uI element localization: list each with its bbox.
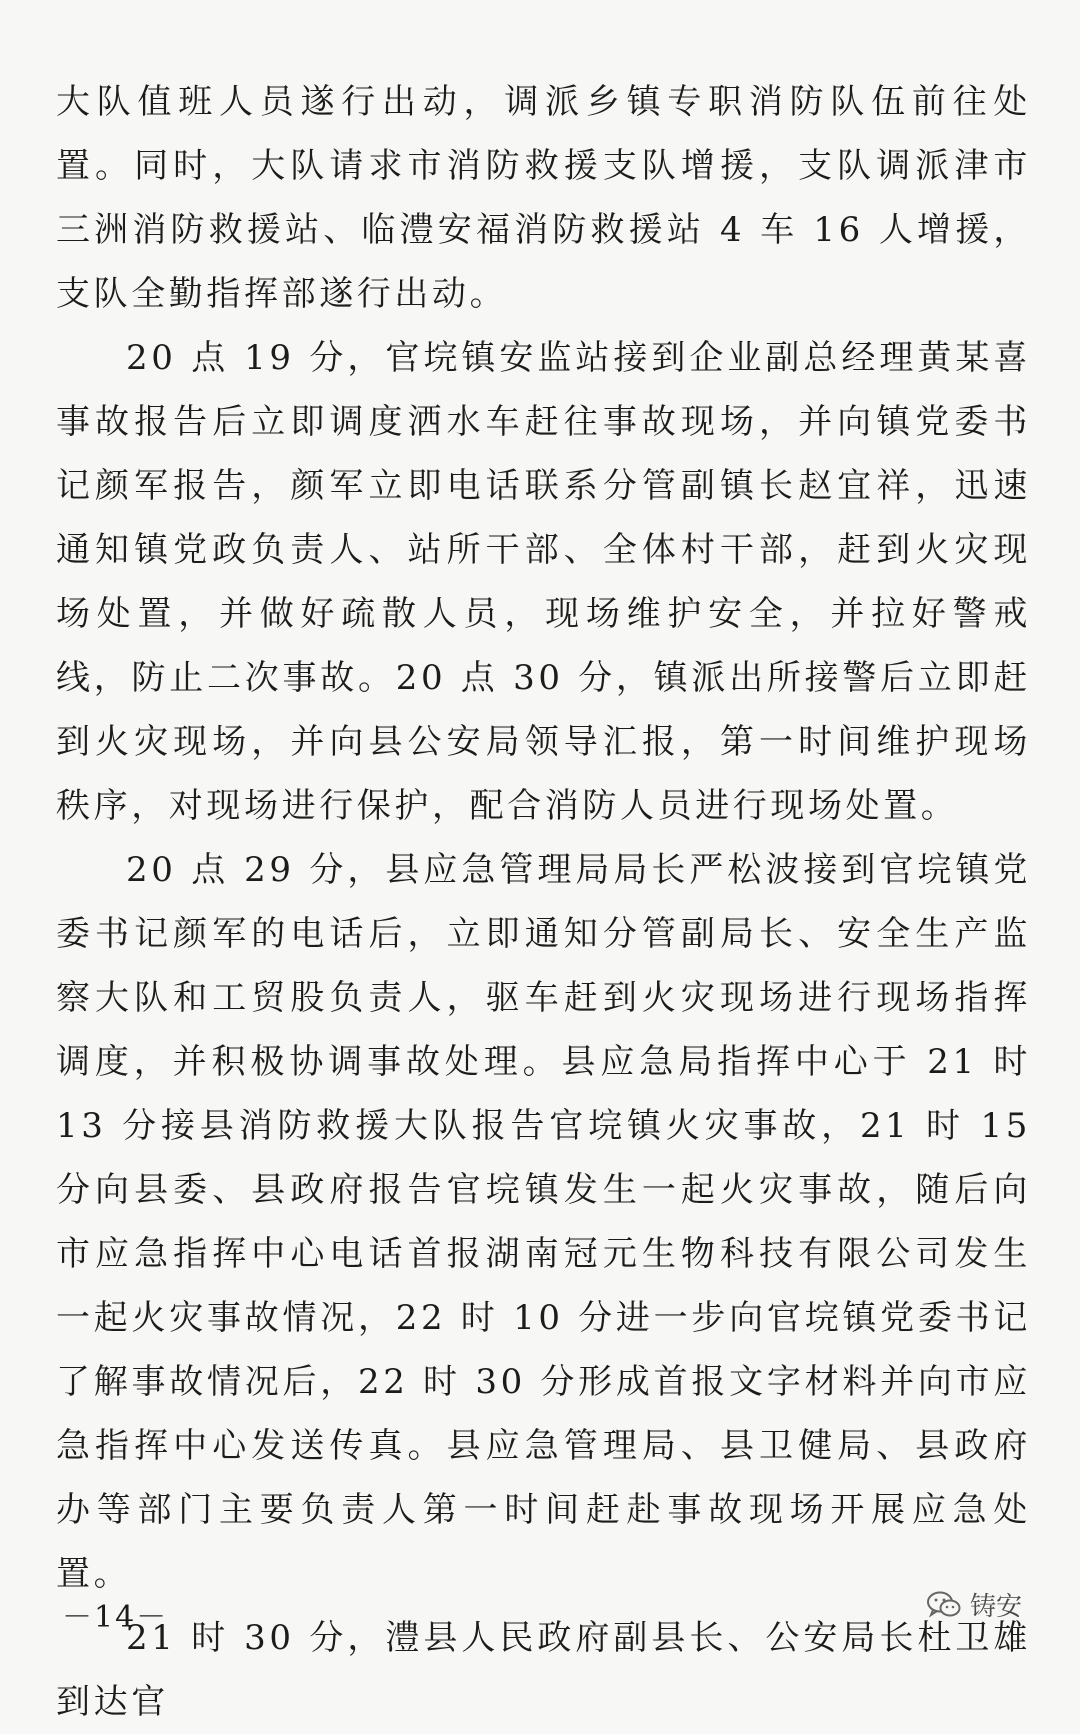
page-number: －14－ (62, 1600, 169, 1635)
paragraph-3: 20 点 29 分，县应急管理局局长严松波接到官垸镇党委书记颜军的电话后，立即通知分管副局长、安全生产监察大队和工贸股负责人，驱车赶到火灾现场进行现场指挥调度，并积极协调事故处理。县应急局指挥中心于 21 时 13 分接县消防救援大队报告官垸镇火灾事故，21 时 15 分向县委、县政府报告官垸镇发生一起火灾事故，随后向市应急指挥中心电话首报湖南冠元生物科技有限公司发生一起火灾事故情况，22 时 10 分进一步向官垸镇党委书记了解事故情况后，22 时 30 分形成首报文字材料并向市应急指挥中心发送传真。县应急管理局、县卫健局、县政府办等部门主要负责人第一时间赶赴事故现场开展应急处置。 (56, 850, 1031, 1594)
paragraph-2: 20 点 19 分，官垸镇安监站接到企业副总经理黄某喜事故报告后立即调度洒水车赶往事故现场，并向镇党委书记颜军报告，颜军立即电话联系分管副镇长赵宜祥，迅速通知镇党政负责人、站所干部、全体村干部，赶到火灾现场处置，并做好疏散人员，现场维护安全，并拉好警戒线，防止二次事故。20 点 30 分，镇派出所接警后立即赶到火灾现场，并向县公安局领导汇报，第一时间维护现场秩序，对现场进行保护，配合消防人员进行现场处置。 (56, 338, 1031, 826)
document-body (56, 70, 1031, 1734)
paragraph-1: 大队值班人员遂行出动，调派乡镇专职消防队伍前往处置。同时，大队请求市消防救援支队增援，支队调派津市三洲消防救援站、临澧安福消防救援站 4 车 16 人增援，支队全勤指挥部遂行出动。 (56, 82, 1031, 314)
watermark-label: 铸安 (969, 1592, 1022, 1622)
source-watermark (926, 1586, 1022, 1623)
wechat-icon (926, 1590, 962, 1620)
paragraph-4: 21 时 30 分，澧县人民政府副县长、公安局长杜卫雄到达官 (56, 1618, 1031, 1722)
